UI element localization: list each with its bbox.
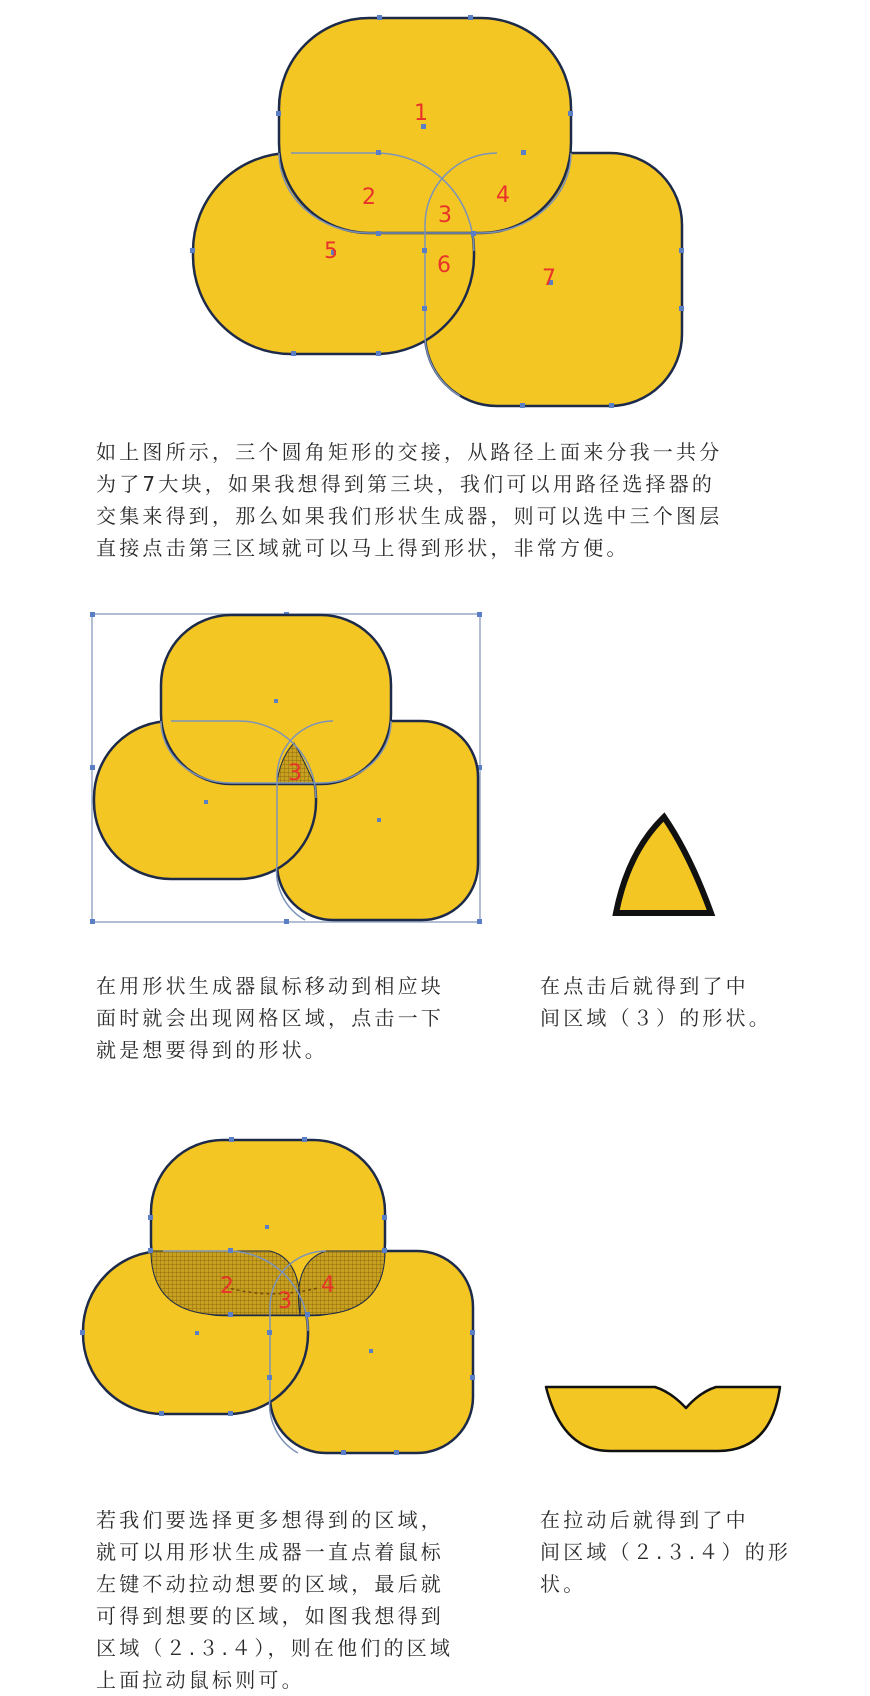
paragraph-line: 在用形状生成器鼠标移动到相应块 xyxy=(96,974,444,998)
anchor-point xyxy=(377,818,381,822)
paragraph-intro xyxy=(96,436,796,564)
region-label-2: 2 xyxy=(362,185,376,210)
paragraph-line: 上面拉动鼠标则可。 xyxy=(96,1668,305,1692)
paragraph-line: 在拉动后就得到了中 xyxy=(540,1508,749,1532)
region-label-7: 7 xyxy=(542,266,556,291)
paragraph-line: 若我们要选择更多想得到的区域， xyxy=(96,1508,444,1532)
region-label-4: 4 xyxy=(321,1273,335,1298)
paragraph-line: 间区域（３）的形状。 xyxy=(540,1006,772,1030)
paragraph-hover-explain xyxy=(96,970,516,1066)
figure-seven-regions xyxy=(0,0,870,420)
paragraph-line: 在点击后就得到了中 xyxy=(540,974,749,998)
paragraph-line: 为了7大块，如果我想得到第三块，我们可以用路径选择器的 xyxy=(96,472,716,496)
anchor-point xyxy=(204,800,208,804)
region-label-3: 3 xyxy=(438,203,452,228)
paragraph-line: 状。 xyxy=(540,1572,587,1596)
paragraph-line: 直接点击第三区域就可以马上得到形状，非常方便。 xyxy=(96,536,630,560)
paragraph-line: 如上图所示，三个圆角矩形的交接，从路径上面来分我一共分 xyxy=(96,440,723,464)
figure-shape-builder-drag xyxy=(0,1130,870,1470)
paragraph-drag-result xyxy=(540,1504,860,1600)
paragraph-drag-explain xyxy=(96,1504,516,1696)
paragraph-line: 就是想要得到的形状。 xyxy=(96,1038,328,1062)
anchor-point xyxy=(274,699,278,703)
region-label-6: 6 xyxy=(437,253,451,278)
paragraph-line: 可得到想要的区域，如图我想得到 xyxy=(96,1604,444,1628)
region-label-1: 1 xyxy=(414,101,428,126)
region-label-3: 3 xyxy=(278,1289,292,1314)
region-label-2: 2 xyxy=(220,1274,234,1299)
result-shape-region-3 xyxy=(616,817,711,913)
paragraph-click-result xyxy=(540,970,860,1034)
figure-shape-builder-hover xyxy=(0,600,870,940)
paragraph-line: 区域（２.３.４），则在他们的区域 xyxy=(96,1636,454,1660)
paragraph-line: 交集来得到，那么如果我们形状生成器，则可以选中三个图层 xyxy=(96,504,723,528)
paragraph-line: 面时就会出现网格区域，点击一下 xyxy=(96,1006,444,1030)
region-label-4: 4 xyxy=(496,183,510,208)
paragraph-line: 间区域（２.３.４）的形 xyxy=(540,1540,792,1564)
paragraph-line: 就可以用形状生成器一直点着鼠标 xyxy=(96,1540,444,1564)
result-shape-regions-2-3-4 xyxy=(546,1387,780,1451)
region-label-5: 5 xyxy=(324,239,338,264)
highlight-regions-2-3-4 xyxy=(151,1251,385,1315)
paragraph-line: 左键不动拉动想要的区域，最后就 xyxy=(96,1572,444,1596)
region-label-3: 3 xyxy=(288,761,302,786)
